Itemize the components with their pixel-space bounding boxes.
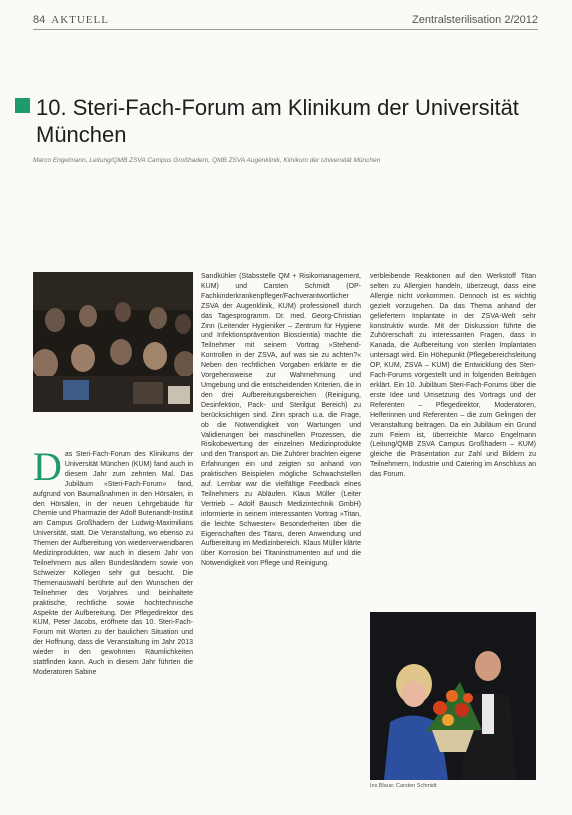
journal-label: Zentralsterilisation 2/2012: [412, 14, 538, 26]
audience-photo-icon: [33, 272, 193, 412]
header-rule: [33, 29, 538, 30]
article-column-1: [33, 444, 193, 678]
section-label: AKTUELL: [51, 14, 109, 26]
flower-bouquet-photo-icon: [370, 612, 536, 780]
article-title: 10. Steri-Fach-Forum am Klinikum der Universität München: [36, 95, 519, 147]
photo-caption: Ins Blaue: Carsten Schmidt: [370, 783, 437, 789]
page-number: 84: [33, 14, 46, 26]
title-marker-icon: [15, 98, 30, 113]
drop-cap: D: [33, 444, 62, 489]
article-column-2: [201, 272, 361, 569]
column-1-text: as Steri-Fach-Forum des Klinikums der Universität München (KUM) fand auch in diesem Jahr zum zehnten Mal. Das Jubiläum »Steri-Fach-Forum« fand, aufgrund von Baumaßnahmen in den Hörsälen, in den Hörsälen, in der neuen Lehrgebäude für Chemie und Pharmazie der Adolf Butenandt-Institut am Campus Großhadern der Ludwig-Maximilians Universität, statt. Die Veranstaltung, wo ebenso zu Themen der Aufbereitung von wiederverwendbaren Medizinprodukten, war auch in diesem Jahr von Teilnehmern aus allen Bundesländern sowie von Schweizer Kollegen sehr gut besucht. Die Themenauswahl berührte auf den Wunschen der Teilnehmer des Vorjahres und beinhaltete praktische, rechtliche sowie hochtechnische Aspekte der Aufbereitung. Der Pflegedirektor des KUM, Peter Jacobs, eröffnete das 10. Steri-Fach-Forum mit Worten zu der baulichen Situation und der Hoffnung, dass die Veranstaltung im Jahr 2013 wieder in den gewohnten Räumlichkeiten stattfinden kann. Auch in diesem Jahr führten die Moderatoren Sabine: [33, 451, 193, 676]
column-2-text: Sandkühler (Stabsstelle QM + Risikomanagement, KUM) und Carsten Schmidt (OP-Fachkinderkrankenpfleger/Fachverantwortlicher ZSVA der Augenklinik, KUM) professionell durch das Tagesprogramm. Dr. med. Georg-Christian Zinn (Leitender Hygieniker – Zentrum für Hygiene und Infektionsprävention Bioscientia) machte die Teilnehmer mit seinem Vortrag »Stehend-Kontrollen in der ZSVA, auf was sie zu achten?« Neben den rechtlichen Vorgaben erklärte er die Vorgehensweise zur Wahrnehmung und Umgebung und die entscheidenden Kriterien, die in den drei Aufbereitungsbereichen (Reinigung, Desinfektion, Pack- und Sterilgut Bereich) zu berücksichtigen sind. Zinn sprach u.a. die Frage, ob die Notwendigkeit von Wartungen und Validierungen bei maschinellen Prozessen, die Risikobewertung der einzelnen Medizinprodukte und den Transport an. Die Zuhörer brachten eigene Erfahrungen ein und zeigten so anhand von praktischen Beispielen mögliche Schwachstellen auf. Lernbar war die vielfältige Feedback eines Teilnehmers zu Abläufen. Klaus Müller (Leiter Vertrieb – Adolf Bausch Medizintechnik GmbH) informierte in seinem interessanten Vortrag »Titan, die leichte Schwester« Besonderheiten über die Eigenschaften des Titans, deren Anwendung und Aufbereitung im Medizinbereich. Klaus Müller klärte über Korrosion bei Titaninstrumenten auf und die Notwendigkeit von Pflege und Reinigung.: [201, 273, 361, 568]
column-3-text: verbleibende Reaktionen auf den Werkstoff Titan selten zu Allergien handeln, überzeugt, dass eine Allergie nicht vorkommen. Dennoch ist es wichtig gezielt vorzugehen. Da das Thema anhand der geliefertern Implantate in der ZSVA-Welt sehr konstruktiv wurde. Mit der Diskussion führte die Zuhörerschaft zu interessanten Fragen, dass in Kanada, die Aufbereitung von sterilen Implantaten untersagt wird. Ein Höhepunkt (Pflegebereichsleitung OP, KUM, ZSVA – KUM) die Entwicklung des Steri-Fach-Forums vorgestellt und in folgenden Beiträgen erklärt. Ein 10. Jubiläum Steri-Fach-Forums über die erste Idee und Umsetzung des Vortrags und der Referenten – Pflegedirektor, Moderatoren, Helferinnen und Referenten – die zum Gelingen der Veranstaltung beitragen. Da ein Jubiläum ein Grund zum Feiern ist, überreichte Marco Engelmann (Leitung/QMB ZSVA Campus Großhadern – KUM) gleiche die Präsentation zur Zahl und Bildern zu Teilnehmern, Industrie und Catering im Anschluss an das Forum.: [370, 273, 536, 479]
article-column-3: [370, 272, 536, 480]
page-header: [33, 14, 538, 28]
article-byline: Marco Engelmann, Leitung/QMB ZSVA Campus Großhadern, QMB ZSVA Augenklinik, Klinikum der Universität München: [33, 157, 381, 164]
header-left: [33, 14, 109, 26]
